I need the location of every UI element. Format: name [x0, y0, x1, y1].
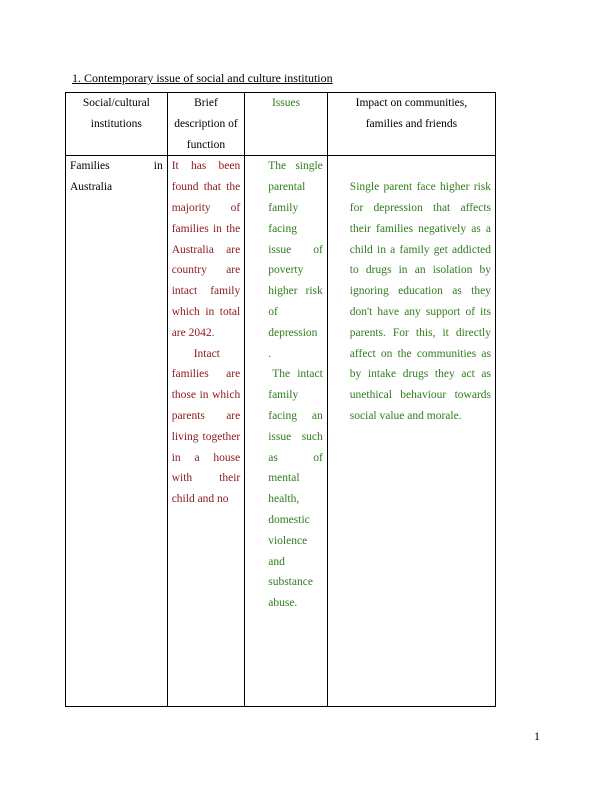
description-paragraph-2: Intact families are those in which parents are living together in a house with their child and no	[171, 347, 241, 506]
issues-paragraph-1: The single parental family facing issue of poverty higher risk of depression .	[268, 160, 323, 360]
description-paragraph-1: It has been found that the majority of families in the Australia are country are intact family which in total are 2042.	[171, 160, 241, 339]
page-number: 1	[534, 729, 540, 743]
cell-description	[167, 156, 245, 707]
table-header-row	[66, 93, 496, 156]
impact-paragraph: Single parent face higher risk for depression that affects their families negatively as a child in a family get addicted to drugs in an isolation by ignoring education as they don't have any support of its parents. For this, it directly affect on the communities as by intake drugs they act as unethical behaviour towards social value and morale.	[349, 181, 491, 422]
institution-name: Families in Australia	[70, 160, 163, 194]
header-institutions: Social/cultural institutions	[66, 93, 168, 156]
header-impact: Impact on communities, families and friends	[327, 93, 495, 156]
cell-institution	[66, 156, 168, 707]
section-heading: 1. Contemporary issue of social and culture institution	[72, 71, 333, 85]
header-issues: Issues	[245, 93, 328, 156]
cell-issues	[245, 156, 328, 707]
issues-paragraph-2: The intact family facing an issue such as of mental health, domestic violence and substance abuse.	[268, 368, 323, 610]
header-description: Brief description of function	[167, 93, 245, 156]
cell-impact	[327, 156, 495, 707]
institution-table	[65, 92, 496, 707]
table-row	[66, 156, 496, 707]
